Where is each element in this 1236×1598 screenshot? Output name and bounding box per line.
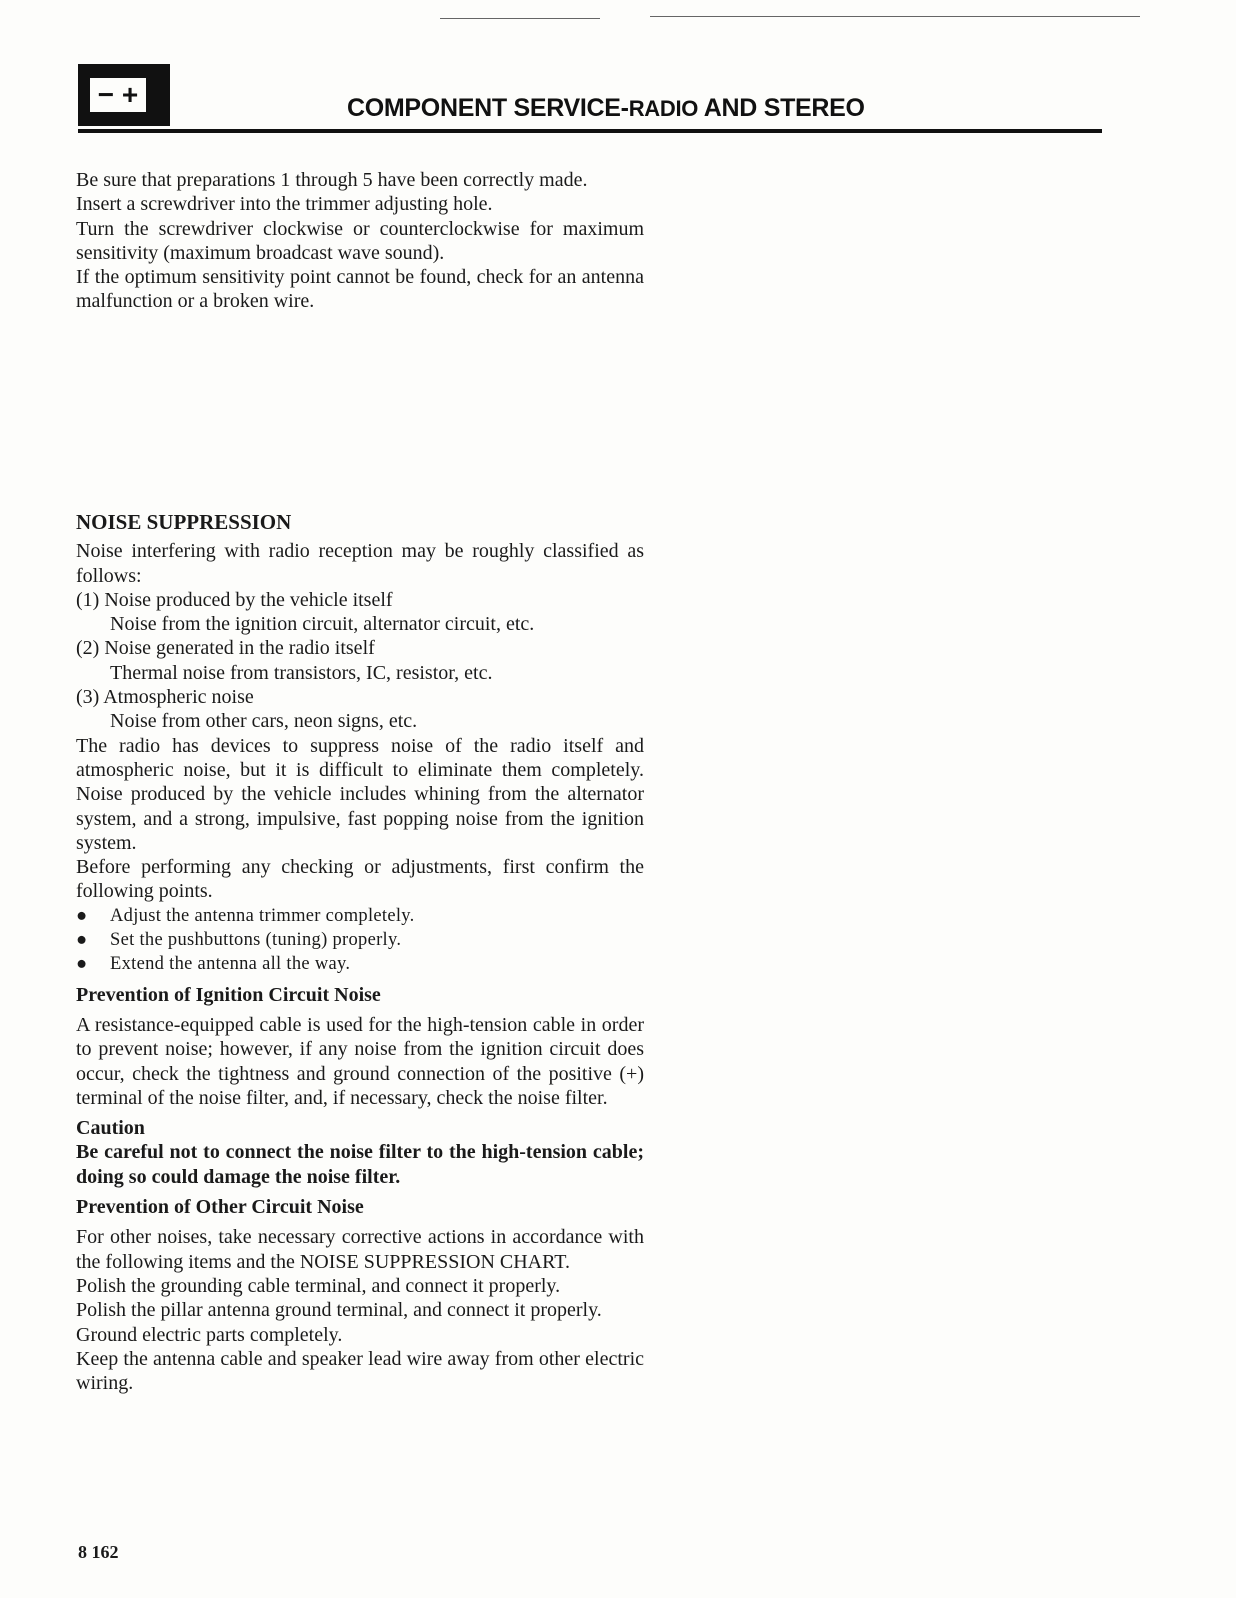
caution-heading: Caution — [76, 1117, 145, 1140]
battery-terminals-label: − + — [90, 78, 146, 112]
title-main: COMPONENT SERVICE- — [347, 94, 629, 122]
header-rule — [78, 129, 1102, 133]
noise-paragraph: The radio has devices to suppress noise of the radio itself and atmospheric noise, but it is difficult to eliminate them completely. Noise produced by the vehicle includes whining from the alternator system, and a strong, impulsive, fast popping noise from the ignition system. — [76, 734, 644, 854]
page-number: 8 162 — [78, 1542, 119, 1562]
intro-paragraph: Turn the screwdriver clockwise or counterclockwise for maximum sensitivity (maximum broadcast wave sound). — [76, 217, 644, 264]
other-paragraph: For other noises, take necessary corrective actions in accordance with the following items and the NOISE SUPPRESSION CHART. — [76, 1226, 644, 1273]
bullet-icon: ● — [76, 930, 88, 951]
noise-suppression-section — [76, 510, 644, 1395]
bullet-icon: ● — [76, 905, 88, 926]
noise-intro: Noise interfering with radio reception may be roughly classified as follows: — [76, 540, 644, 587]
caution-text: Be careful not to connect the noise filter to the high-tension cable; doing so could damage the noise filter. — [76, 1141, 644, 1188]
intro-section — [76, 168, 644, 314]
intro-paragraph: Be sure that preparations 1 through 5 have been correctly made. — [76, 169, 588, 191]
battery-icon — [78, 64, 170, 126]
checklist-item: ● Adjust the antenna trimmer completely. — [76, 904, 644, 928]
category-label: (2) Noise generated in the radio itself — [76, 637, 375, 660]
ignition-paragraph: A resistance-equipped cable is used for the high-tension cable in order to prevent noise; however, if any noise from the ignition circuit does occur, check the tightness and ground connection of the positive (+) terminal of the noise filter, and, if necessary, check the noise filter. — [76, 1013, 644, 1109]
category-detail: Noise from other cars, neon signs, etc. — [110, 710, 418, 733]
other-paragraph: Polish the pillar antenna ground terminal, and connect it properly. — [76, 1299, 602, 1322]
checklist-item: ● Set the pushbuttons (tuning) properly. — [76, 928, 644, 952]
title-end: AND STEREO — [698, 94, 865, 122]
intro-paragraph: If the optimum sensitivity point cannot be found, check for an antenna malfunction or a broken wire. — [76, 266, 644, 313]
subsection-heading: Prevention of Other Circuit Noise — [76, 1196, 364, 1219]
category-detail: Noise from the ignition circuit, alternator circuit, etc. — [110, 613, 535, 636]
other-paragraph: Ground electric parts completely. — [76, 1323, 343, 1346]
top-scan-line — [440, 18, 600, 19]
page-title — [347, 94, 865, 123]
section-heading: NOISE SUPPRESSION — [76, 510, 292, 534]
category-label: (3) Atmospheric noise — [76, 686, 254, 709]
subsection-heading: Prevention of Ignition Circuit Noise — [76, 983, 381, 1006]
noise-paragraph: Before performing any checking or adjustments, first confirm the following points. — [76, 856, 644, 903]
other-paragraph: Keep the antenna cable and speaker lead wire away from other electric wiring. — [76, 1347, 644, 1395]
checklist-item: ● Extend the antenna all the way. — [76, 952, 644, 976]
category-detail: Thermal noise from transistors, IC, resistor, etc. — [110, 661, 493, 684]
title-small: RADIO — [628, 96, 699, 121]
top-scan-line — [650, 16, 1140, 17]
intro-paragraph: Insert a screwdriver into the trimmer adjusting hole. — [76, 193, 493, 216]
bullet-icon: ● — [76, 954, 88, 975]
category-label: (1) Noise produced by the vehicle itself — [76, 588, 393, 611]
other-paragraph: Polish the grounding cable terminal, and connect it properly. — [76, 1274, 561, 1297]
